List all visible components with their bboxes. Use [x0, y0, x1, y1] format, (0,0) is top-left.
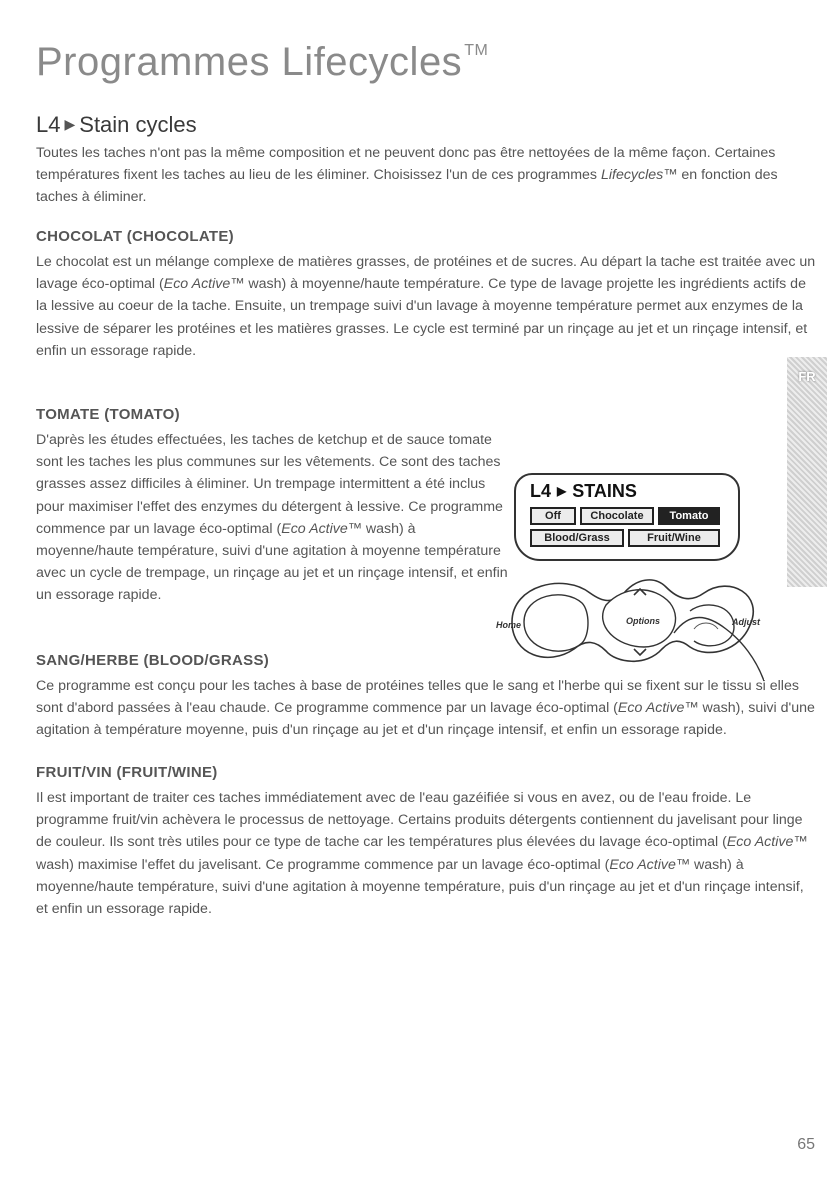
language-tab-label: FR: [798, 369, 816, 384]
paragraph-blood-grass: Ce programme est conçu pour les taches à base de protéines telles que le sang et l'herbe qui se fixent sur le tissu si elles sont d'abord passées à l'eau chaude. Ce programme commence par un lavage éco-optimal (Eco Active™ wash), suivi d'une agitation à température moyenne, puis d'un rinçage au jet et d'un rinçage intensif, et enfin un essorage rapide.: [36, 678, 815, 739]
heading-blood-grass: SANG/HERBE (BLOOD/GRASS): [36, 652, 270, 669]
option-fruit-wine-button[interactable]: Fruit/Wine: [628, 529, 720, 547]
display-title-text: STAINS: [572, 481, 637, 501]
page-number: 65: [797, 1136, 815, 1153]
trademark-mark: TM: [464, 42, 489, 59]
cycle-label: Stain cycles: [79, 112, 197, 137]
home-label: Home: [496, 620, 522, 630]
play-arrow-icon: ▶: [64, 116, 76, 132]
section-heading: [36, 112, 197, 138]
display-code: L4: [530, 481, 552, 501]
paragraph-fruit-wine: Il est important de traiter ces taches immédiatement avec de l'eau gazéifiée si vous en avez, ou de l'eau froide. Le programme fruit/vin achèvera le processus de nettoyage. Certains produits détergents contiennent du javelisant pour linge de couleur. Ils sont très utiles pour ce type de tache car les températures plus élevées du lavage éco-optimal (Eco Active™ wash) maximise l'effet du javelisant. Ce programme commence par un lavage éco-optimal (Eco Active™ wash) à moyenne/haute température, suivi d'une agitation à moyenne température, puis d'un rinçage au jet et d'un rinçage intensif, et enfin un essorage rapide.: [36, 790, 808, 918]
options-label: Options: [626, 616, 660, 626]
option-chocolate-button[interactable]: Chocolate: [580, 507, 654, 525]
intro-paragraph: Toutes les taches n'ont pas la même composition et ne peuvent donc pas être nettoyées de la même façon. Certaines températures fixent les taches au lieu de les éliminer. Choisissez l'un de ces programmes Lifecycles™ en fonction des taches à éliminer.: [36, 145, 778, 206]
option-blood-grass-button[interactable]: Blood/Grass: [530, 529, 624, 547]
paragraph-tomato: D'après les études effectuées, les taches de ketchup et de sauce tomate sont les taches les plus communes sur les vêtements. Ce sont des taches grasses assez difficiles à éliminer. Un trempage intermittent a été inclus pour maximiser l'effet des enzymes du détergent à lessive. Ce programme commence par un lavage éco-optimal (Eco Active™ wash) à moyenne/haute température, suivi d'une agitation à moyenne température avec un cycle de trempage, un rinçage au jet et un rinçage intensif, et enfin un essorage rapide.: [36, 432, 508, 604]
home-button-ring: [524, 595, 588, 651]
page-title-text: Programmes Lifecycles: [36, 40, 463, 84]
heading-tomato: TOMATE (TOMATO): [36, 406, 180, 423]
page-title: [36, 40, 488, 85]
play-arrow-icon: ▶: [557, 484, 567, 498]
heading-chocolate: CHOCOLAT (CHOCOLATE): [36, 228, 234, 245]
control-pad: [494, 555, 764, 685]
heading-fruit-wine: FRUIT/VIN (FRUIT/WINE): [36, 764, 218, 781]
cycle-code: L4: [36, 112, 61, 137]
paragraph-chocolate: Le chocolat est un mélange complexe de matières grasses, de protéines et de sucres. Au départ la tache est traitée avec un lavage éco-optimal (Eco Active™ wash) à moyenne/haute température. Ce type de lavage projette les ingrédients actifs de la lessive au coeur de la tache. Ensuite, un trempage suivi d'un lavage à moyenne température permet aux enzymes de la lessive de séparer les protéines et les matières grasses. Le cycle est terminé par un rinçage au jet et un rinçage intensif, et enfin un essorage rapide.: [36, 254, 816, 359]
display-title: [530, 481, 637, 502]
language-tab: [787, 357, 827, 587]
adjust-label: Adjust: [732, 617, 760, 627]
option-tomato-button[interactable]: Tomato: [658, 507, 720, 525]
lcd-display-panel: [514, 473, 740, 561]
option-off-button[interactable]: Off: [530, 507, 576, 525]
